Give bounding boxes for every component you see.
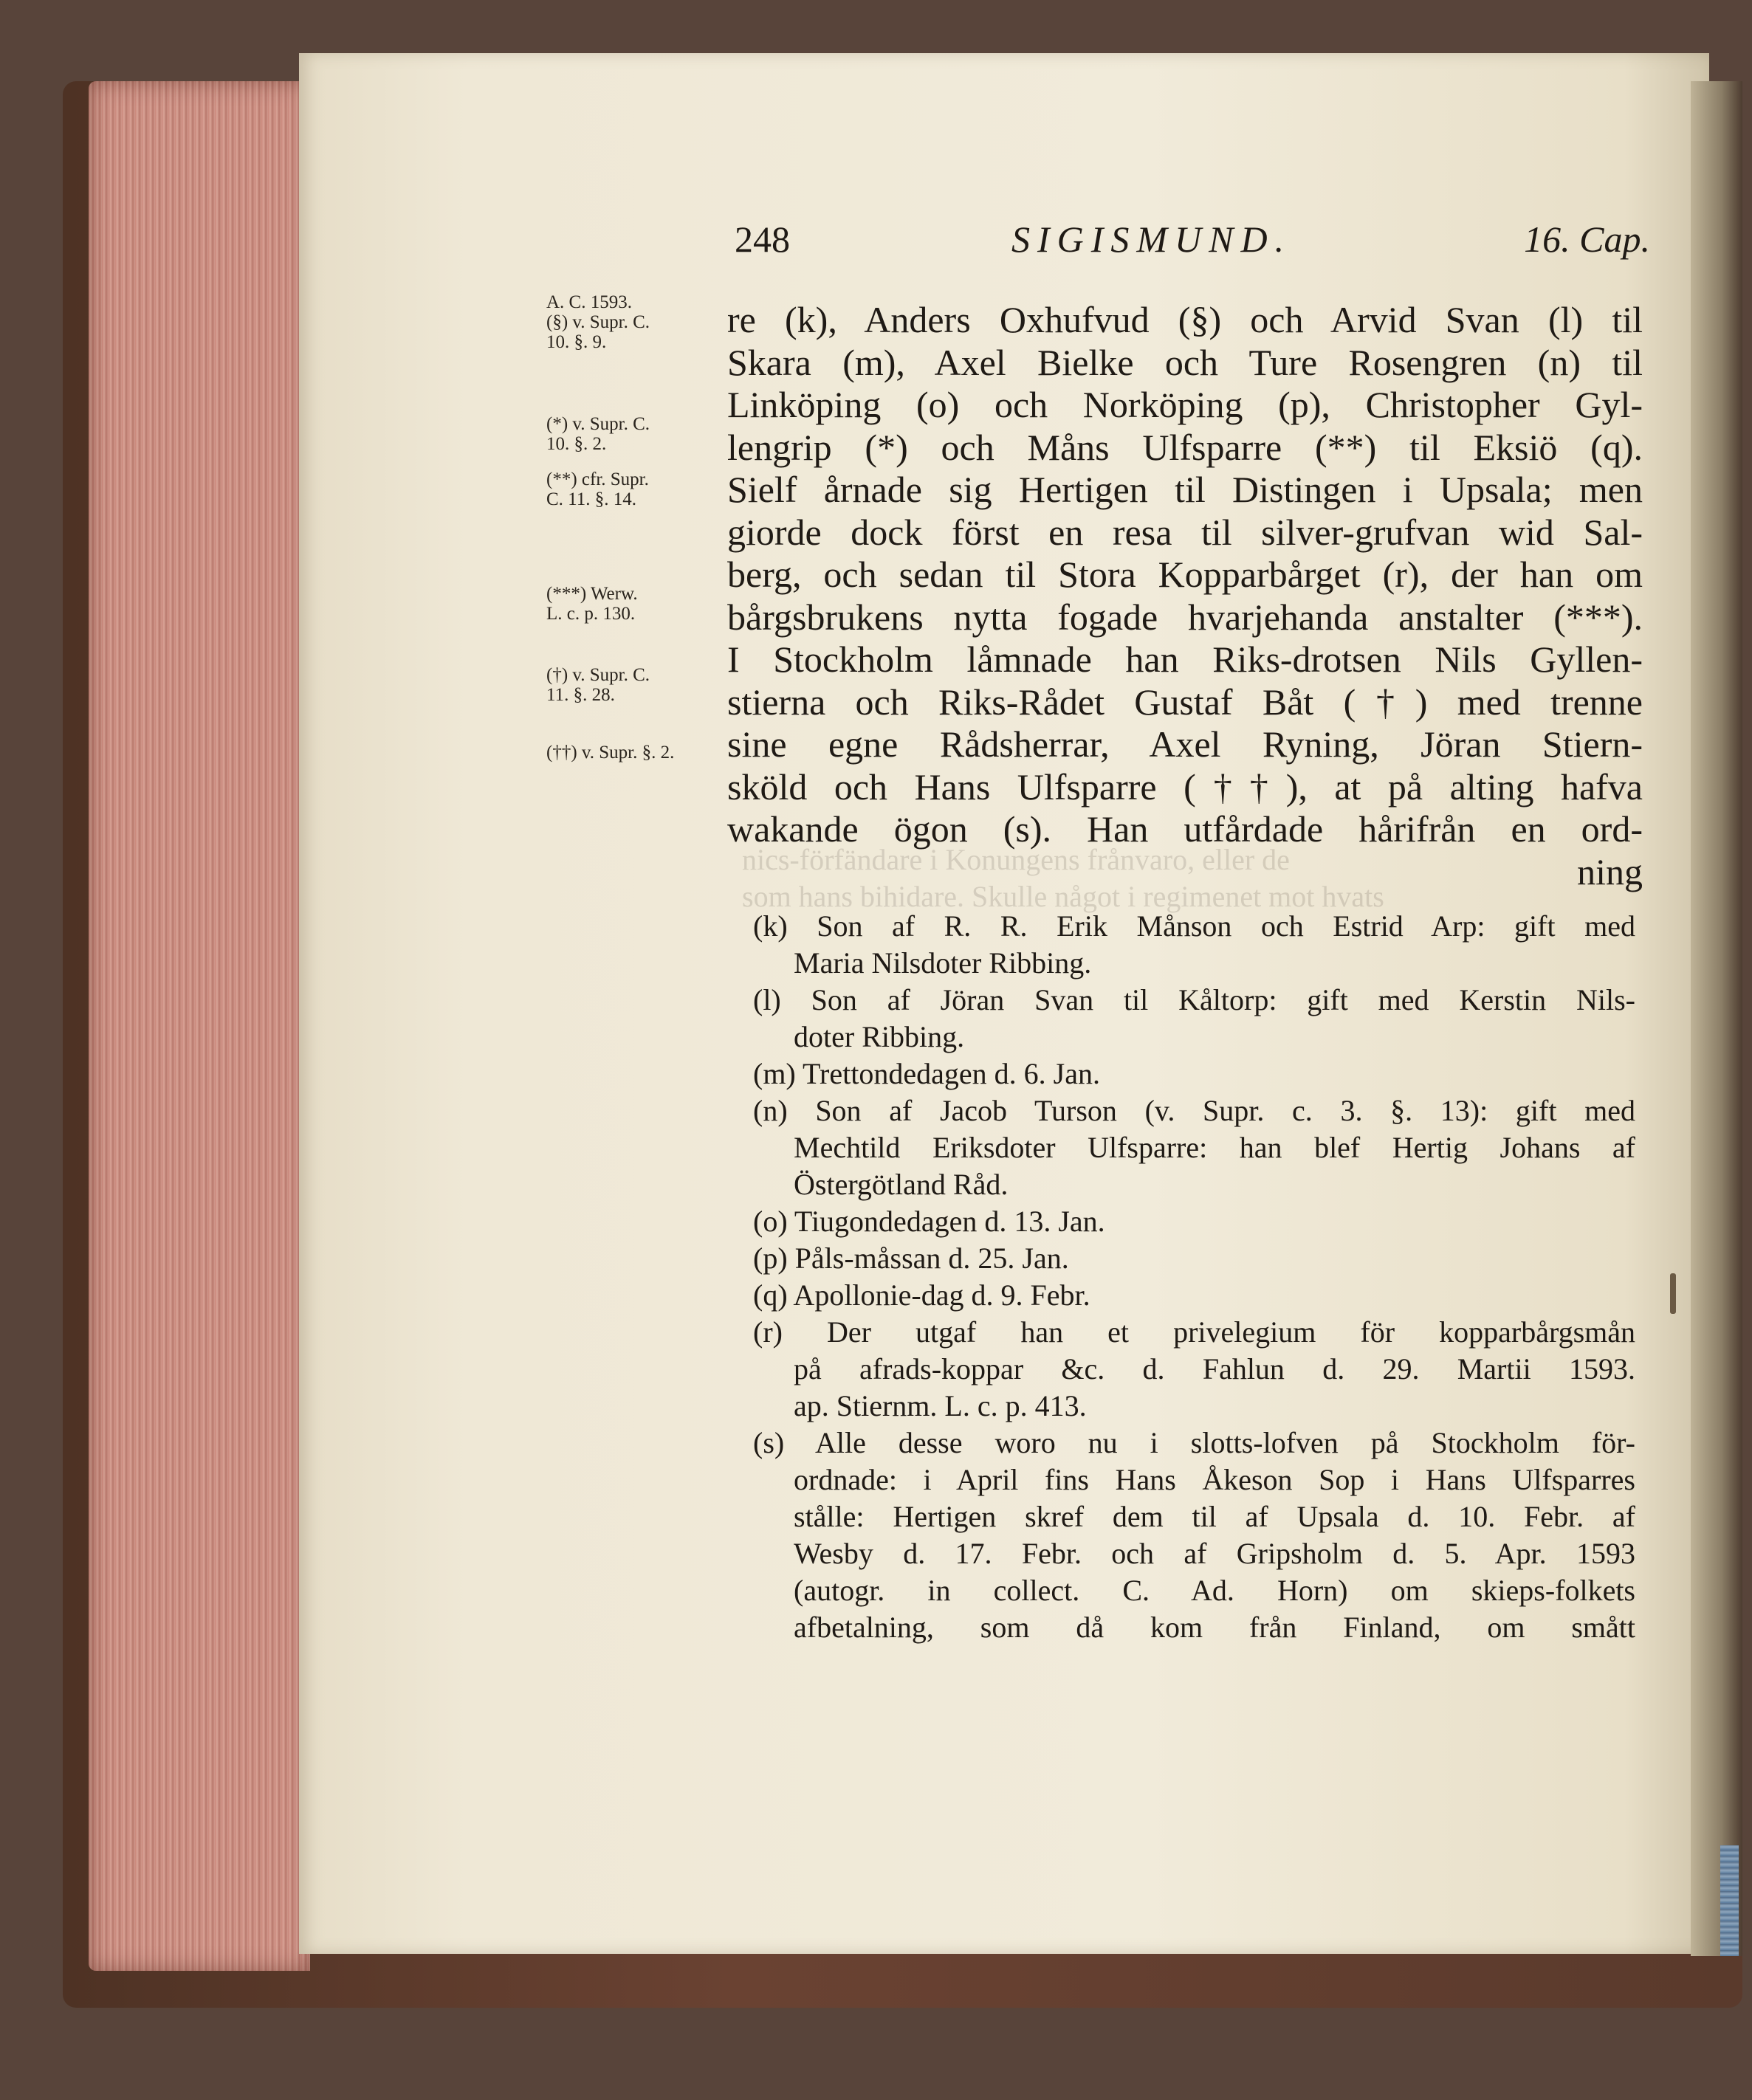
- body-line: stierna och Riks-Rådet Gustaf Båt (†) med trenne: [727, 681, 1643, 723]
- page-fore-edge: [89, 81, 310, 1971]
- footnote-line: (s) Alle desse woro nu i slotts-lofven på Stockholm för-: [753, 1426, 1635, 1459]
- margin-note: (§) v. Supr. C.: [546, 312, 650, 332]
- body-line: sine egne Rådsherrar, Axel Ryning, Jöran Stiern-: [727, 723, 1643, 765]
- catchword: ning: [1577, 850, 1643, 892]
- body-line: bårgsbrukens nytta fogade hvarjehanda anstalter (***).: [727, 596, 1643, 638]
- body-line: berg, och sedan til Stora Kopparbårget (r), der han om: [727, 554, 1643, 595]
- margin-note: C. 11. §. 14.: [546, 489, 636, 509]
- footnote-line: stålle: Hertigen skref dem til af Upsala d. 10. Febr. af: [794, 1500, 1635, 1533]
- margin-note: (†) v. Supr. C.: [546, 665, 650, 685]
- margin-note: L. c. p. 130.: [546, 604, 636, 624]
- footnote-line: doter Ribbing.: [794, 1020, 965, 1053]
- body-line: wakande ögon (s). Han utfårdade hårifrån en ord-: [727, 808, 1643, 850]
- body-line: lengrip (*) och Måns Ulfsparre (**) til Eksiö (q).: [727, 426, 1643, 468]
- footnote-line: Mechtild Eriksdoter Ulfsparre: han blef Hertig Johans af: [794, 1131, 1635, 1164]
- margin-note: (***) Werw.: [546, 584, 638, 604]
- margin-note: (**) cfr. Supr.: [546, 469, 649, 489]
- footnote-line: ap. Stiernm. L. c. p. 413.: [794, 1389, 1087, 1422]
- footnote-line: afbetalning, som då kom från Finland, om smått: [794, 1611, 1635, 1644]
- footnote-line: (l) Son af Jöran Svan til Kåltorp: gift med Kerstin Nils-: [753, 983, 1635, 1016]
- gutter-mark: [1670, 1273, 1676, 1314]
- body-line: re (k), Anders Oxhufvud (§) och Arvid Svan (l) til: [727, 299, 1643, 340]
- footnote-line: (q) Apollonie-dag d. 9. Febr.: [753, 1278, 1090, 1312]
- body-line: Sielf årnade sig Hertigen til Distingen i Upsala; men: [727, 469, 1643, 510]
- book-gutter: [1691, 81, 1742, 1956]
- footnote-line: Wesby d. 17. Febr. och af Gripsholm d. 5. Apr. 1593: [794, 1537, 1635, 1570]
- footnote-line: (autogr. in collect. C. Ad. Horn) om skieps-folkets: [794, 1574, 1635, 1607]
- footnote-line: ordnade: i April fins Hans Åkeson Sop i Hans Ulfsparres: [794, 1463, 1635, 1496]
- page-number: 248: [735, 218, 790, 260]
- margin-note: 11. §. 28.: [546, 685, 615, 705]
- running-head: [735, 218, 1650, 269]
- margin-note: A. C. 1593.: [546, 292, 632, 312]
- body-line: sköld och Hans Ulfsparre (††), at på alting hafva: [727, 765, 1643, 808]
- body-line: Linköping (o) och Norköping (p), Christopher Gyl-: [727, 384, 1643, 425]
- footnote-line: (m) Trettondedagen d. 6. Jan.: [753, 1057, 1100, 1090]
- footnote-line: Maria Nilsdoter Ribbing.: [794, 946, 1092, 980]
- footnote-line: (o) Tiugondedagen d. 13. Jan.: [753, 1205, 1105, 1238]
- spine-thread: [1720, 1845, 1739, 1956]
- footnote-line: (n) Son af Jacob Turson (v. Supr. c. 3. §. 13): gift med: [753, 1094, 1635, 1127]
- running-title: SIGISMUND.: [1011, 218, 1292, 260]
- body-line: giorde dock först en resa til silver-grufvan wid Sal-: [727, 511, 1643, 553]
- body-line: Skara (m), Axel Bielke och Ture Rosengren (n) til: [727, 341, 1643, 383]
- bleed-through-line: som hans bihidare. Skulle något i regimenet mot hvats: [742, 880, 1384, 913]
- footnote-line: (r) Der utgaf han et privelegium för kopparbårgsmån: [753, 1315, 1635, 1349]
- body-text: [727, 299, 1643, 893]
- body-line: I Stockholm låmnade han Riks-drotsen Nils Gyllen-: [727, 638, 1643, 680]
- footnotes: [753, 908, 1635, 1646]
- margin-note: 10. §. 9.: [546, 332, 607, 352]
- footnote-line: på afrads-koppar &c. d. Fahlun d. 29. Martii 1593.: [794, 1352, 1635, 1385]
- margin-note: 10. §. 2.: [546, 434, 607, 454]
- footnote-line: (k) Son af R. R. Erik Månson och Estrid Arp: gift med: [753, 909, 1635, 943]
- chapter-label: 16. Cap.: [1524, 218, 1650, 260]
- margin-note: (††) v. Supr. §. 2.: [546, 743, 675, 762]
- footnote-line: Östergötland Råd.: [794, 1168, 1009, 1201]
- bleed-through-line: nics-förfändare i Konungens frånvaro, eller de: [742, 843, 1290, 876]
- margin-note: (*) v. Supr. C.: [546, 414, 650, 434]
- footnote-line: (p) Påls-måssan d. 25. Jan.: [753, 1242, 1069, 1275]
